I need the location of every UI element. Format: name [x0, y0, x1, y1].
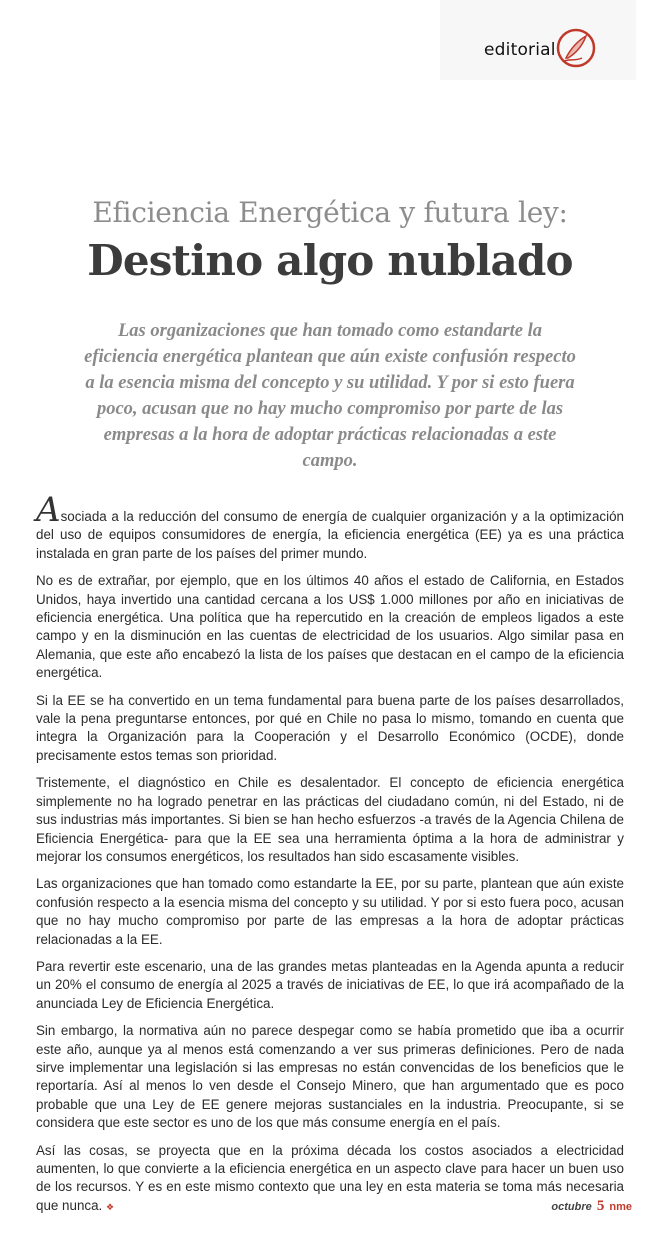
footer-month: octubre	[551, 1201, 592, 1213]
paragraph-7: Sin embargo, la normativa aún no parece despegar como se había prometido que iba a ocurrir este año, aunque ya al menos está comenzando a ver sus primeras definiciones. Pero de nada sirve implementar una legislación si las empresas no están convencidas de los beneficios que le reportaría. Así al menos lo ven desde el Consejo Minero, que han argumentado que es poco probable que una Ley de EE genere mejoras sustanciales en la industria. Preocupante, si se considera que este sector es uno de los que más consume energía en el país.	[36, 1023, 624, 1131]
article-supertitle: Eficiencia Energética y futura ley:	[92, 196, 568, 229]
section-label: editorial	[484, 40, 556, 60]
paragraph-1	[36, 490, 624, 563]
page-footer	[551, 1198, 632, 1215]
paragraph-5: Las organizaciones que han tomado como estandarte la EE, por su parte, plantean que aún existe confusión respecto a la esencia misma del concepto y su utilidad. Y por si esto fuera poco, acusan que no hay mucho compromiso por parte de las empresas a la hora de adoptar prácticas relacionadas a la EE.	[36, 876, 624, 947]
paragraph-3: Si la EE se ha convertido en un tema fundamental para buena parte de los países desarrollados, vale la pena preguntarse entonces, por qué en Chile no pasa lo mismo, tomando en cuenta que integra la Organización para la Cooperación y el Desarrollo Económico (OCDE), donde precisamente estos temas son prioridad.	[36, 692, 624, 763]
paragraph-6: Para revertir este escenario, una de las grandes metas planteadas en la Agenda apunta a reducir un 20% el consumo de energía al 2025 a través de iniciativas de EE, lo que irá acompañado de la anunciada Ley de Eficiencia Energética.	[36, 958, 624, 1011]
paragraph-8-text: Así las cosas, se proyecta que en la próxima década los costos asociados a electricidad aumenten, lo que convierte a la eficiencia energética en un aspecto clave para hacer un buen uso de los recursos. Y es en este mismo contexto que una ley en esta materia se toma más necesaria que nunca.	[36, 1142, 624, 1213]
paragraph-2: No es de extrañar, por ejemplo, que en los últimos 40 años el estado de California, en Estados Unidos, haya invertido una cantidad cercana a los US$ 1.000 millones por año en iniciativas de eficiencia energética. Una política que ha repercutido en la creación de empleos ligados a este campo y en la disminución en las cuentas de electricidad de los usuarios. Algo similar pasa en Alemania, que este año encabezó la lista de los países que destacan en el campo de la eficiencia energética.	[36, 573, 624, 681]
paragraph-1-text: sociada a la reducción del consumo de energía de cualquier organización y a la optimización del uso de equipos consumidores de energía, la eficiencia energética (EE) ya es una práctica instalada en gran parte de los países del primer mundo.	[36, 509, 624, 561]
article-lead: Las organizaciones que han tomado como estandarte la eficiencia energética plantean que aún existe confusión respecto a la esencia misma del concepto y su utilidad. Y por si esto fuera poco, acusan que no hay mucho compromiso por parte de las empresas a la hora de adoptar prácticas relacionadas a este campo.	[84, 321, 576, 471]
end-mark-icon: ❖	[106, 1201, 115, 1212]
quill-pen-icon	[556, 28, 596, 68]
paragraph-8	[36, 1142, 624, 1217]
page-number: 5	[596, 1198, 605, 1214]
article-body	[36, 490, 624, 1225]
paragraph-4: Tristemente, el diagnóstico en Chile es desalentador. El concepto de eficiencia energética simplemente no ha logrado penetrar en las prácticas del ciudadano común, ni del Estado, ni de sus industrias más importantes. Si bien se han hecho esfuerzos -a través de la Agencia Chilena de Eficiencia Energética- para que la EE sea una herramienta óptima a la hora de administrar y mejorar los consumos energéticos, los resultados han sido escasamente visibles.	[36, 775, 624, 864]
drop-cap: A	[36, 490, 61, 530]
article-title: Destino algo nublado	[87, 236, 573, 285]
magazine-name: nme	[609, 1201, 632, 1213]
